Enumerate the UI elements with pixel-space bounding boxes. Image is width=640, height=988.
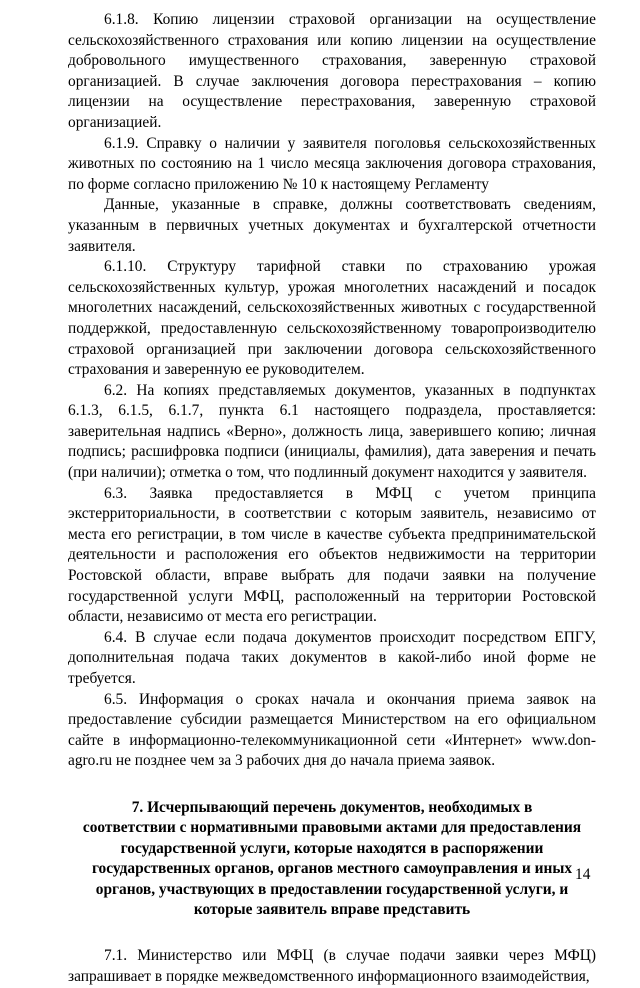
paragraph-6-1-10: 6.1.10. Структуру тарифной ставки по страхованию урожая сельскохозяйственных культур, урожая многолетних насаждений и посадок многолетних насаждений, сельскохозяйственных животных с государственной поддержкой, предоставленную сельскохозяйственному товаропроизводителю страховой организацией при заключении договора сельскохозяйственного страхования и заверенную ее руководителем. — [68, 258, 596, 379]
paragraph-6-5: 6.5. Информация о сроках начала и окончания приема заявок на предоставление субсидии размещается Министерством на его официальном сайте в информационно-телекоммуникационной сети «Интернет» www.don-agro.ru не позднее чем за 3 рабочих дня до начала приема заявок. — [68, 690, 596, 770]
heading-line: соответствии с нормативными правовыми актами для предоставления — [82, 819, 582, 837]
heading-line: которые заявитель вправе представить — [193, 901, 471, 918]
section-7-heading — [68, 798, 596, 920]
paragraph-6-3: 6.3. Заявка предоставляется в МФЦ с учетом принципа экстерриториальности, в соответствии с которым заявитель, независимо от места его регистрации, в том числе в качестве субъекта предпринимательской деятельности и расположения его объектов недвижимости на территории Ростовской области, вправе выбрать для подачи заявки на получение государственной услуги МФЦ, расположенный на территории Ростовской области, независимо от места его регистрации. — [68, 484, 596, 626]
page-number: 14 — [575, 866, 591, 883]
paragraph-data-note: Данные, указанные в справке, должны соответствовать сведениям, указанным в первичных учетных документах и бухгалтерской отчетности заявителя. — [68, 196, 596, 255]
paragraph-6-1-9: 6.1.9. Справку о наличии у заявителя поголовья сельскохозяйственных животных по состоянию на 1 число месяца заключения договора страхования, по форме согласно приложению № 10 к настоящему Регламенту — [68, 134, 596, 193]
heading-line: государственной услуги, которые находятся в распоряжении — [120, 839, 544, 857]
heading-line: 7. Исчерпывающий перечень документов, необходимых в — [131, 798, 533, 816]
paragraph-6-1-8: 6.1.8. Копию лицензии страховой организации на осуществление сельскохозяйственного страхования или копию лицензии на осуществление добровольного имущественного страхования, заверенную страховой организацией. В случае заключения договора перестрахования – копию лицензии на осуществление перестрахования, заверенную страховой организацией. — [68, 11, 596, 131]
heading-line: органов, участвующих в предоставлении государственной услуги, и — [95, 880, 569, 898]
heading-line: государственных органов, органов местного самоуправления и иных — [91, 860, 573, 878]
paragraph-6-2: 6.2. На копиях представляемых документов, указанных в подпунктах 6.1.3, 6.1.5, 6.1.7, пункта 6.1 настоящего подраздела, проставляется: заверительная надпись «Верно», должность лица, заверившего копию; личная подпись; расшифровка подписи (инициалы, фамилия), дата заверения и печать (при наличии); отметка о том, что подлинный документ находится у заявителя. — [68, 381, 596, 482]
paragraph-7-1: 7.1. Министерство или МФЦ (в случае подачи заявки через МФЦ) запрашивает в порядке межведомственного информационного взаимодействия, — [68, 947, 596, 985]
spacer — [68, 920, 596, 946]
paragraph-6-4: 6.4. В случае если подача документов происходит посредством ЕПГУ, дополнительная подача таких документов в какой-либо иной форме не требуется. — [68, 628, 596, 687]
document-page — [68, 10, 596, 988]
